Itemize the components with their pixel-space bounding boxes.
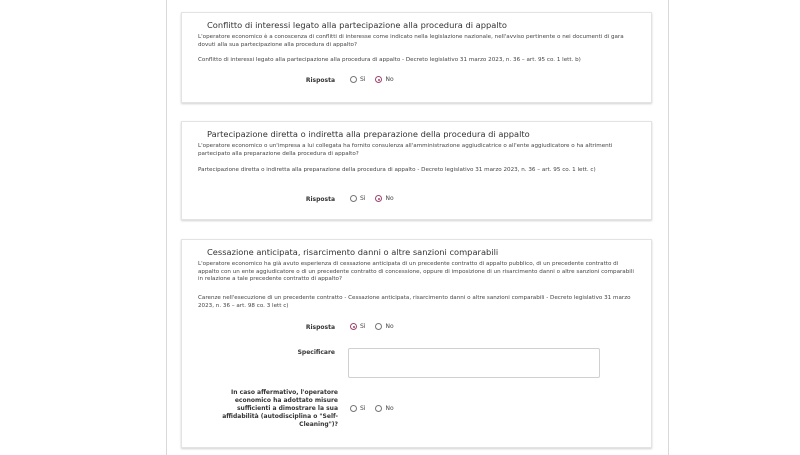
specify-textarea[interactable] — [348, 348, 600, 378]
section-title: Conflitto di interessi legato alla partecipazione alla procedura di appalto — [207, 20, 508, 30]
radio-option-no[interactable]: No — [375, 323, 393, 330]
followup-radio-yes[interactable] — [350, 405, 357, 412]
section-participation-preparation — [181, 121, 652, 220]
followup-radio-no[interactable] — [375, 405, 382, 412]
radio-option-yes[interactable]: Sì — [350, 76, 365, 83]
radio-option-no[interactable]: No — [375, 76, 393, 83]
radio-option-yes[interactable]: Sì — [350, 195, 365, 202]
answer-radio-group — [350, 76, 404, 83]
specify-label: Specificare — [297, 349, 335, 356]
followup-option-no[interactable]: No — [375, 405, 393, 412]
answer-label: Risposta — [305, 324, 335, 331]
followup-radio-group — [350, 405, 404, 412]
followup-option-yes[interactable]: Sì — [350, 405, 365, 412]
section-description: L'operatore economico è a conoscenza di conflitti di interesse come indicato nella legislazione nazionale, nell'avviso pertinente o nei documenti di gara dovuti alla sua partecipazione alla procedura di appalto? — [198, 34, 624, 48]
radio-no[interactable] — [375, 323, 382, 330]
section-title: Partecipazione diretta o indiretta alla preparazione della procedura di appalto — [207, 129, 530, 139]
section-reference: Conflitto di interessi legato alla partecipazione alla procedura di appalto - Decreto legislativo 31 marzo 2023, n. 36 – art. 95 co. 1 lett. b) — [198, 57, 581, 63]
answer-radio-group — [350, 195, 404, 202]
followup-question-label: In caso affermativo, l'operatore economico ha adottato misure sufficienti a dimostrare la sua affidabilità (autodisciplina o "Self-Cleaning")? — [222, 389, 338, 428]
radio-yes[interactable] — [350, 323, 357, 330]
section-description: L'operatore economico ha già avuto esperienza di cessazione anticipata di un precedente contratto di appalto pubblico, di un precedente contratto di appalto con un ente aggiudicatore o di un precedente contratto di concessione, oppure di imposizione di un risarcimento danni o altre sanzioni comparabili in relazione a tale precedente contratto di appalto? — [198, 261, 634, 283]
radio-no[interactable] — [375, 76, 382, 83]
section-title: Cessazione anticipata, risarcimento danni o altre sanzioni comparabili — [207, 247, 499, 257]
answer-radio-group — [350, 323, 404, 330]
answer-label: Risposta — [305, 196, 335, 203]
section-reference: Partecipazione diretta o indiretta alla preparazione della procedura di appalto - Decreto legislativo 31 marzo 2023, n. 36 – art. 95 co. 1 lett. c) — [198, 167, 596, 173]
radio-option-yes[interactable]: Sì — [350, 323, 365, 330]
section-early-termination — [181, 239, 652, 448]
section-description: L'operatore economico o un'impresa a lui collegata ha fornito consulenza all'amministrazione aggiudicatrice o all'ente aggiudicatore o ha altrimenti partecipato alla preparazione della procedura di appalto? — [198, 143, 613, 157]
section-conflict-of-interest — [181, 12, 652, 103]
radio-yes[interactable] — [350, 195, 357, 202]
radio-yes[interactable] — [350, 76, 357, 83]
radio-option-no[interactable]: No — [375, 195, 393, 202]
section-reference: Carenze nell'esecuzione di un precedente contratto - Cessazione anticipata, risarcimento danni o altre sanzioni comparabili - Decreto legislativo 31 marzo 2023, n. 36 – art. 98 co. 3 lett c) — [198, 295, 631, 309]
radio-no[interactable] — [375, 195, 382, 202]
answer-label: Risposta — [305, 77, 335, 84]
